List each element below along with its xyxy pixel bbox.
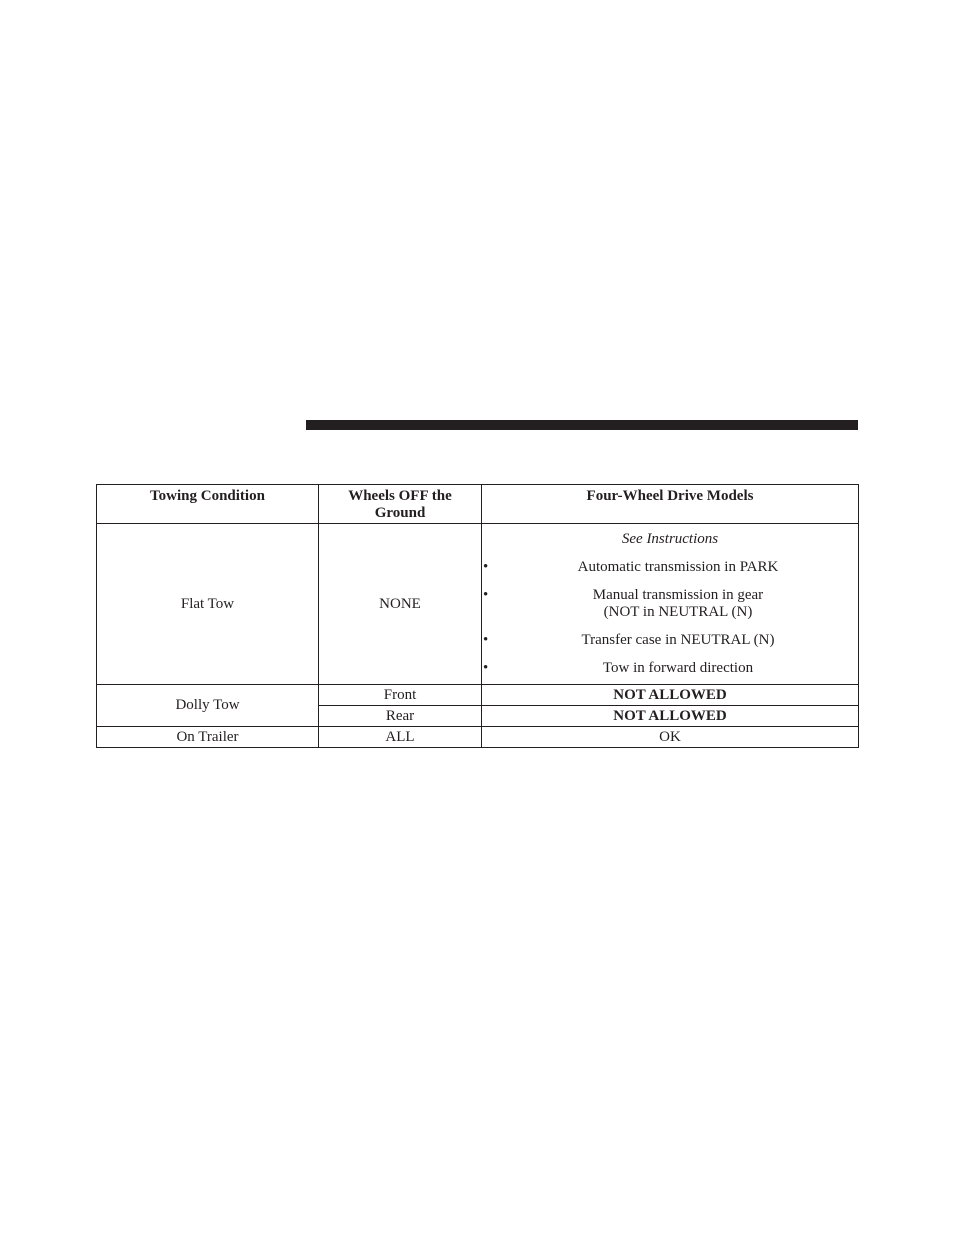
- bullet-icon: •: [483, 559, 489, 575]
- instruction-item: [482, 587, 858, 621]
- table-row-on-trailer: [97, 727, 859, 748]
- instruction-text: Transfer case in NEUTRAL (N): [581, 632, 775, 648]
- table-header-row: [97, 485, 859, 524]
- bullet-icon: •: [483, 587, 489, 603]
- header-four-wheel-drive-models: Four-Wheel Drive Models: [482, 485, 859, 524]
- see-instructions-label: See Instructions: [621, 531, 719, 547]
- on-trailer-condition: On Trailer: [97, 727, 319, 748]
- instruction-text-continued: (NOT in NEUTRAL (N): [603, 604, 753, 620]
- dolly-rear-value: NOT ALLOWED: [482, 706, 859, 727]
- instruction-item: [482, 632, 858, 649]
- header-towing-condition: Towing Condition: [97, 485, 319, 524]
- dolly-front-wheels: Front: [319, 685, 482, 706]
- on-trailer-value: OK: [482, 727, 859, 748]
- flat-tow-condition: Flat Tow: [97, 524, 319, 685]
- instruction-text: Tow in forward direction: [602, 660, 754, 676]
- instruction-item: [482, 559, 858, 576]
- header-wheels-line2: Ground: [374, 505, 426, 521]
- section-divider-bar: [306, 420, 858, 430]
- table-row-flat-tow: [97, 524, 859, 685]
- dolly-front-value: NOT ALLOWED: [482, 685, 859, 706]
- towing-table: [96, 484, 859, 748]
- dolly-rear-wheels: Rear: [319, 706, 482, 727]
- header-wheels-line1: Wheels OFF the: [348, 488, 452, 504]
- flat-tow-instructions: [482, 524, 859, 685]
- flat-tow-wheels: NONE: [319, 524, 482, 685]
- bullet-icon: •: [483, 660, 489, 676]
- bullet-icon: •: [483, 632, 489, 648]
- table-row-dolly-front: [97, 685, 859, 706]
- dolly-tow-condition: Dolly Tow: [97, 685, 319, 727]
- instruction-text: Automatic transmission in PARK: [577, 559, 779, 575]
- on-trailer-wheels: ALL: [319, 727, 482, 748]
- instruction-item: [482, 660, 858, 677]
- instruction-text: Manual transmission in gear: [592, 587, 764, 603]
- header-wheels-off-ground: [319, 485, 482, 524]
- instruction-list: [482, 559, 858, 677]
